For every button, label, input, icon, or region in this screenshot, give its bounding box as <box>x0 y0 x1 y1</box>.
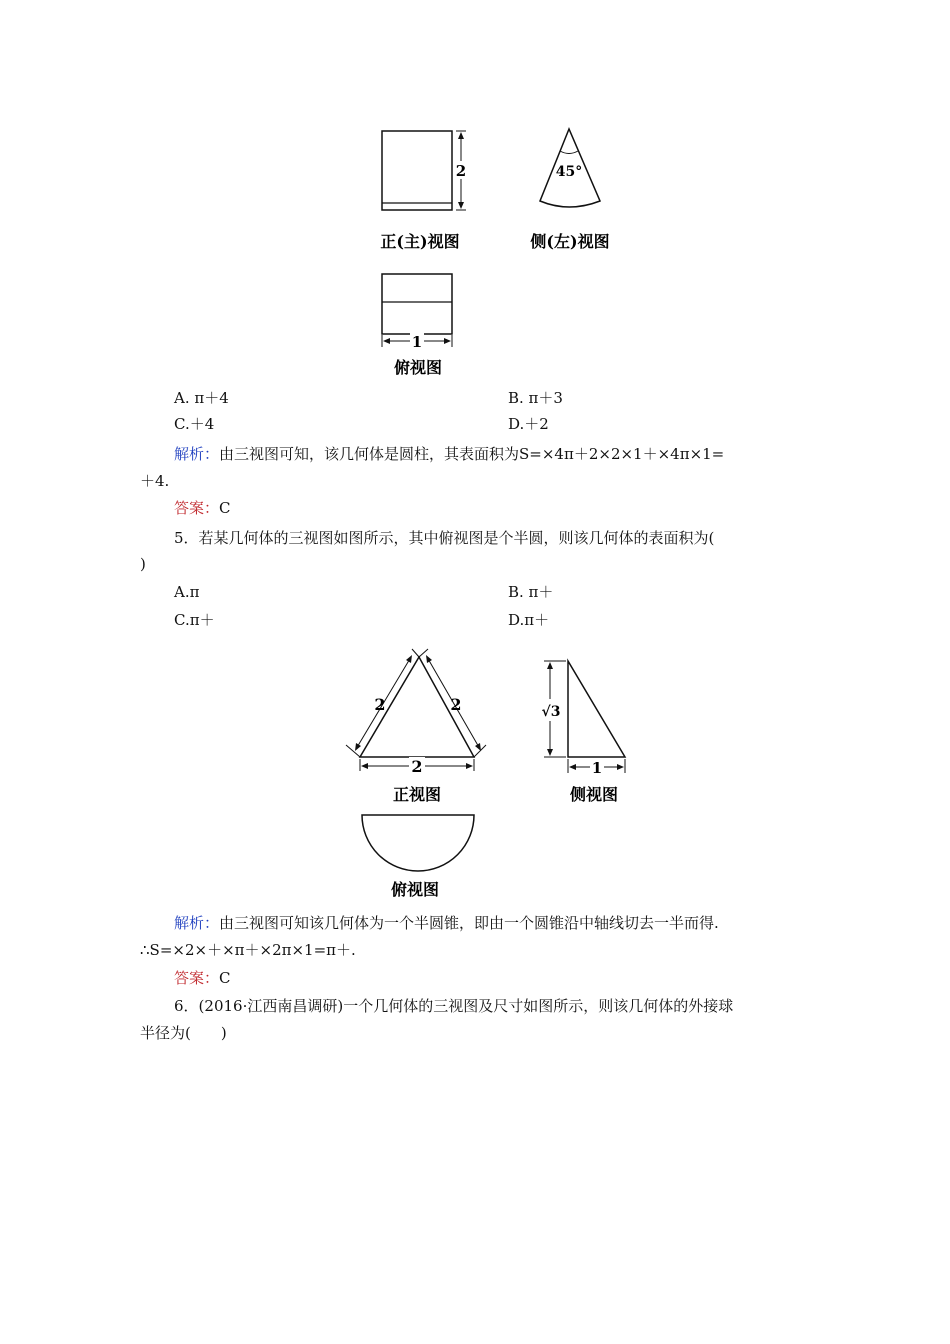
q6-stem-cont: 半径为( ) <box>140 1024 227 1042</box>
q6-stem: 6．(2016·江西南昌调研)一个几何体的三视图及尺寸如图所示，则该几何体的外接球 <box>174 997 734 1015</box>
q4-option-b: B. π＋3 <box>508 389 563 407</box>
q4-height-label: 2 <box>455 162 467 180</box>
q5-option-b: B. π＋ <box>508 583 554 601</box>
q5-option-c: C.π＋ <box>174 611 215 629</box>
q5-side-view-triangle <box>568 661 625 757</box>
q4-top-view-rect <box>382 274 452 334</box>
q4-front-view-label: 正(主)视图 <box>380 232 460 251</box>
q4-answer-label: 答案： <box>174 499 220 517</box>
q5-base-label: 1 <box>591 759 603 777</box>
q5-stem: 5．若某几何体的三视图如图所示，其中俯视图是个半圆，则该几何体的表面积为( <box>174 529 715 547</box>
q5-side-view-label: 侧视图 <box>569 785 619 804</box>
q5-analysis <box>174 912 719 934</box>
q5-bottom-label: 2 <box>411 757 423 776</box>
q5-top-view-semicircle <box>362 815 474 871</box>
q5-option-a: A.π <box>174 583 200 601</box>
q5-answer-label: 答案： <box>174 969 220 987</box>
q4-front-view-rect <box>382 131 452 210</box>
q4-top-view-label: 俯视图 <box>393 358 443 377</box>
q5-height-label: √3 <box>541 704 561 720</box>
q4-analysis <box>174 443 724 465</box>
q5-front-view-label: 正视图 <box>392 785 442 804</box>
q5-left-side-label: 2 <box>374 695 386 714</box>
q5-answer <box>174 967 231 989</box>
q4-width-label: 1 <box>411 333 423 351</box>
q5-analysis-label: 解析： <box>174 914 220 932</box>
q4-option-c: C.＋4 <box>174 415 215 433</box>
q5-analysis-text: 由三视图可知该几何体为一个半圆锥，即由一个圆锥沿中轴线切去一半而得. <box>219 914 719 932</box>
q5-three-view-figure <box>340 645 640 905</box>
q4-angle-label: 45° <box>555 164 583 180</box>
q5-answer-value: C <box>219 969 231 987</box>
q4-three-view-figure <box>370 125 630 385</box>
q5-analysis-line2: ∴S=×2×＋×π＋×2π×1=π＋. <box>140 941 356 959</box>
q5-top-view-label: 俯视图 <box>390 880 440 899</box>
q4-analysis-label: 解析： <box>174 445 220 463</box>
q4-option-a: A. π＋4 <box>174 389 229 407</box>
q5-right-side-label: 2 <box>450 695 462 714</box>
q4-analysis-continued: ＋4. <box>140 472 170 490</box>
q5-stem-cont: ) <box>140 555 146 573</box>
q4-side-view-label: 侧(左)视图 <box>530 232 610 251</box>
q4-option-d: D.＋2 <box>508 415 549 433</box>
q4-answer <box>174 497 231 519</box>
q5-option-d: D.π＋ <box>508 611 550 629</box>
q4-answer-value: C <box>219 499 231 517</box>
q4-analysis-text: 由三视图可知，该几何体是圆柱，其表面积为S=×4π＋2×2×1＋×4π×1= <box>219 445 725 463</box>
